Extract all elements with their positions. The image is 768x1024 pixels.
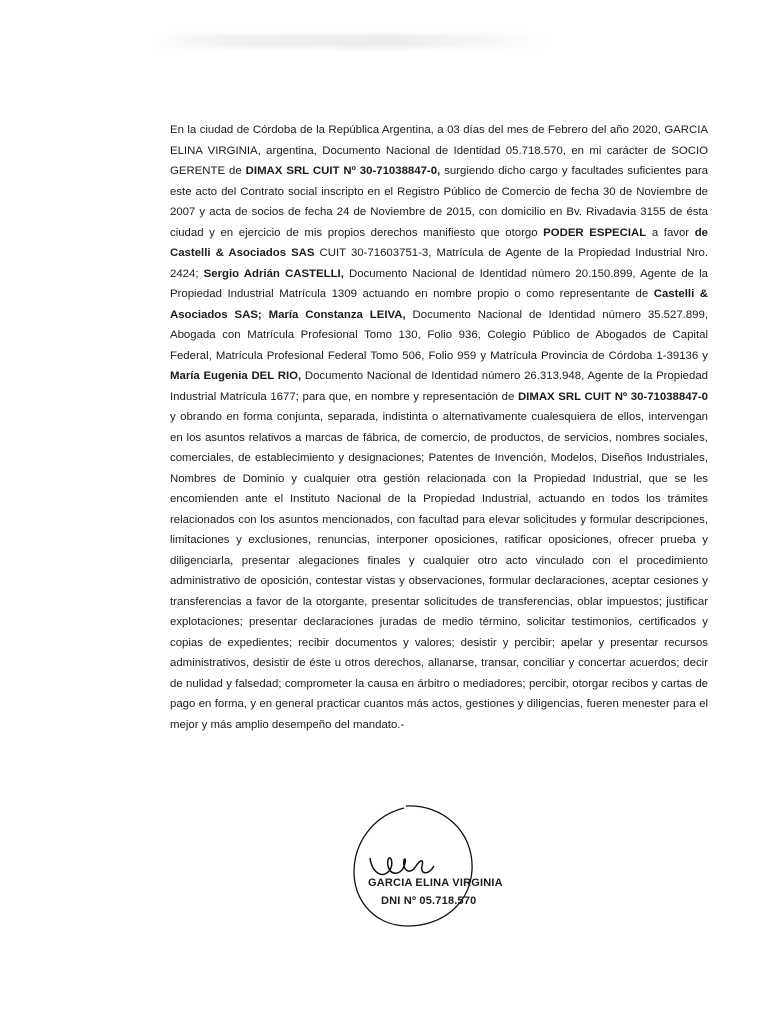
text-segment-bold: Castelli & Asociados SAS; María Constanza LEIVA,	[170, 288, 708, 321]
text-segment-bold: DIMAX SRL CUIT Nº 30-71038847-0,	[245, 165, 441, 177]
text-segment-bold: María Eugenia DEL RIO,	[170, 370, 302, 382]
power-of-attorney-text	[170, 120, 708, 735]
scan-smudge	[150, 34, 550, 48]
text-segment: y obrando en forma conjunta, separada, indistinta o alternativamente cualesquiera de ellos, intervengan en los asuntos relativos a marcas de fábrica, de comercio, de productos, de servicios, nombres sociales, comerciales, de establecimiento y designaciones; Patentes de Invención, Modelos, Diseños Industriales, Nombres de Dominio y cualquier otra gestión relacionada con la Propiedad Industrial, que se les encomienden ante el Instituto Nacional de la Propiedad Industrial, actuando en todos los trámites relacionados con los asuntos mencionados, con facultad para elevar solicitudes y formular descripciones, limitaciones y exclusiones, renuncias, interponer oposiciones, ratificar oposiciones, ofrecer prueba y diligenciarla, presentar alegaciones finales y cualquier otro acto vinculado con el procedimiento administrativo de oposición, contestar vistas y observaciones, formular declaraciones, aceptar cesiones y transferencias a favor de la otorgante, presentar solicitudes de transferencias, oblar impuestos; justificar explotaciones; presentar declaraciones juradas de medio término, solicitar testimonios, certificados y copias de expedientes; recibir documentos y valores; desistir y percibir; apelar y presentar recursos administrativos, desistir de éste u otros derechos, allanarse, transar, conciliar y concertar acuerdos; decir de nulidad y falsedad; comprometer la causa en árbitro o mediadores; percibir, otorgar recibos y cartas de pago en forma, y en general practicar cuantos más actos, gestiones y diligencias, fueren menester para el mejor y más amplio desempeño del mandato.-	[170, 411, 708, 731]
text-segment: Documento Nacional de Identidad número 35.527.899, Abogada con Matrícula Profesional Tomo 130, Folio 936, Colegio Público de Abogados de Capital Federal, Matrícula Profesional Federal Tomo 506, Folio 959 y Matrícula Provincia de Córdoba 1-39136 y	[170, 308, 708, 362]
text-segment: Documento Nacional de Identidad número 26.313.948, Agente de la Propiedad Industrial Matrícula 1677; para que, en nombre y representación de	[170, 370, 708, 403]
text-segment: En la ciudad de Córdoba de la República Argentina, a 03 días del mes de Febrero del año 2020, GARCIA ELINA VIRGINIA, argentina, Documento Nacional de Identidad 05.718.570, en mi carácter de SOCIO GERENTE de	[170, 124, 708, 177]
text-segment-bold: DIMAX SRL CUIT Nº 30-71038847-0	[517, 390, 709, 403]
text-segment: surgiendo dicho cargo y facultades suficientes para este acto del Contrato social inscripto en el Registro Público de Comercio de fecha 30 de Noviembre de 2007 y acta de socios de fecha 24 de Noviembre de 2015, con domicilio en Bv. Rivadavia 3155 de ésta ciudad y en ejercicio de mis propios derechos manifiesto que otorgo	[170, 165, 709, 239]
text-segment: a favor	[646, 226, 695, 239]
text-segment-bold: de Castelli & Asociados SAS	[170, 226, 708, 259]
signatory-dni: DNI Nº 05.718.570	[381, 895, 477, 907]
text-segment-bold: Sergio Adrián CASTELLI,	[203, 267, 344, 280]
signatory-name: GARCIA ELINA VIRGINIA	[368, 877, 503, 889]
handwritten-signature	[346, 800, 478, 932]
text-segment-bold: PODER ESPECIAL	[543, 226, 647, 239]
text-segment: CUIT 30-71603751-3, Matrícula de Agente de la Propiedad Industrial Nro. 2424;	[170, 247, 708, 280]
text-segment: Documento Nacional de Identidad número 20.150.899, Agente de la Propiedad Industrial Matrícula 1309 actuando en nombre propio o como representante de	[170, 267, 708, 300]
